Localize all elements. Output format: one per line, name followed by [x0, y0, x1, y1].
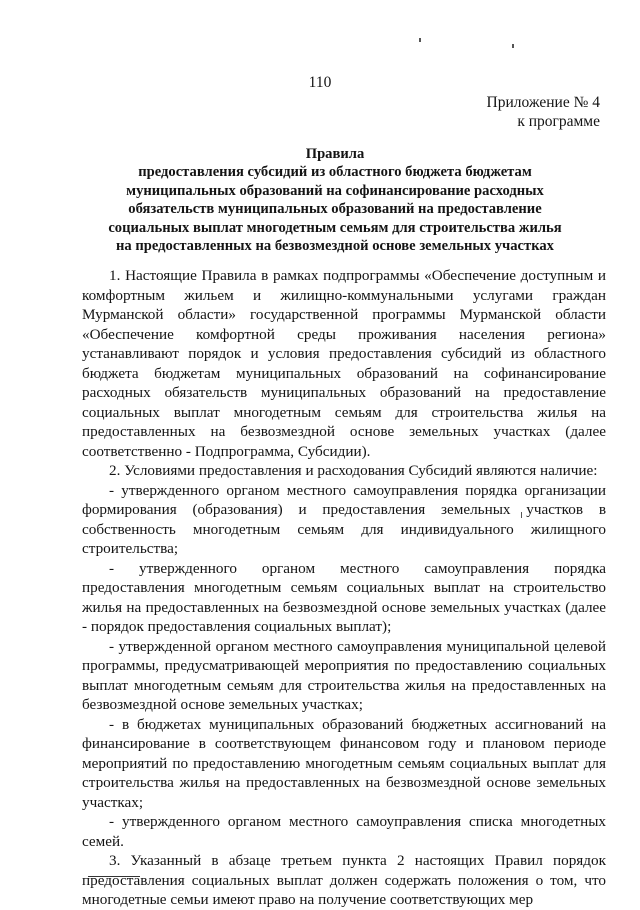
title-heading: Правила	[305, 146, 365, 162]
title-line: предоставления субсидий из областного бюджета бюджетам	[138, 164, 532, 181]
document-body	[82, 266, 606, 910]
list-item: - утвержденного органом местного самоуправления списка многодетных семей.	[82, 813, 606, 850]
page-number: 110	[308, 74, 332, 91]
document-title	[62, 145, 608, 255]
appendix-line-1: Приложение № 4	[486, 94, 600, 111]
title-line: социальных выплат многодетным семьям для строительства жилья	[108, 219, 562, 236]
title-line: обязательств муниципальных образований на предоставление	[128, 201, 542, 218]
appendix-note	[487, 93, 600, 131]
appendix-line-2: к программе	[517, 113, 600, 130]
list-item: - в бюджетах муниципальных образований бюджетных ассигнований на финансирование в соответствующем финансовом году и плановом периоде мероприятий по предоставлению многодетным семьям социальных выплат для строительства жилья на предоставленных на безвозмездной основе земельных участках;	[82, 715, 606, 811]
paragraph-3: 3. Указанный в абзаце третьем пункта 2 настоящих Правил порядок предоставления социальных выплат должен содержать положения о том, что многодетные семьи имеют право на получение соответствующих мер	[82, 852, 606, 908]
title-line: муниципальных образований на софинансирование расходных	[126, 182, 544, 199]
scan-speck	[419, 38, 421, 42]
list-item: - утвержденной органом местного самоуправления муниципальной целевой программы, предусматривающей мероприятия по предоставлению социальных выплат многодетным семьям для строительства жилья на предоставленных на безвозмездной основе земельных участках;	[82, 637, 606, 713]
title-line: на предоставленных на безвозмездной основе земельных участках	[116, 238, 554, 255]
list-item: - утвержденного органом местного самоуправления порядка организации формирования (образования) и предоставления земельных участков в собственность многодетным семьям для индивидуального жилищного строительства;	[82, 481, 606, 557]
paragraph-2: 2. Условиями предоставления и расходования Субсидий являются наличие:	[109, 462, 598, 479]
list-item: - утвержденного органом местного самоуправления порядка предоставления многодетным семьям социальных выплат на строительство жилья на предоставленных на безвозмездной основе земельных участках (далее - порядок предоставления социальных выплат);	[82, 559, 606, 635]
scan-speck	[512, 44, 514, 48]
paragraph-1: 1. Настоящие Правила в рамках подпрограммы «Обеспечение доступным и комфортным жильем и жилищно-коммунальными услугами граждан Мурманской области» государственной программы Мурманской области «Обеспечение комфортной среды проживания населения региона» устанавливают порядок и условия предоставления субсидий из областного бюджета бюджетам муниципальных образований на софинансирование расходных обязательств муниципальных образований на предоставление социальных выплат многодетным семьям для строительства жилья на предоставленных на безвозмездной основе земельных участках (далее соответственно - Подпрограмма, Субсидии).	[82, 267, 606, 460]
bottom-divider	[88, 876, 140, 877]
